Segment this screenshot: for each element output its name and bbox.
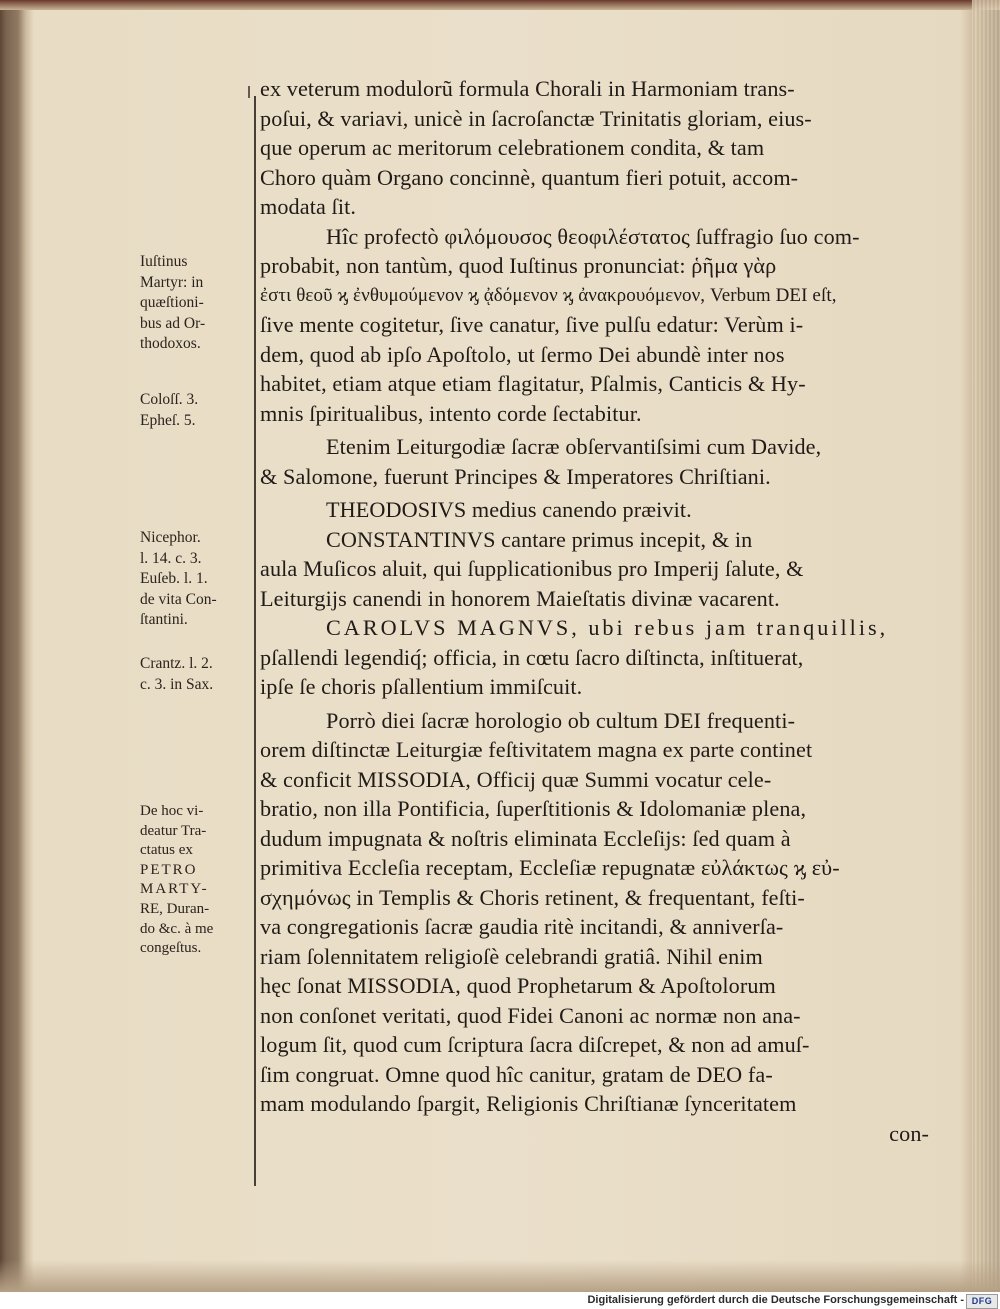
margin-note-line: do &c. à me [140,920,214,937]
text-line: ſim congruat. Omne quod hîc canitur, gratam de DEO fa- [260,1061,773,1087]
text-line: aula Muſicos aluit, qui ſupplicationibus pro Imperij ſalute, & [260,556,804,581]
margin-note-line: Crantz. l. 2. [140,655,213,672]
margin-note-line: deatur Tra- [140,822,207,839]
text-line: ipſe ſe choris pſallentium immiſcuit. [260,674,583,699]
margin-note-crantz [140,654,252,695]
margin-note-line: Martyr: in [140,273,204,291]
text-line: que operum ac meritorum celebrationem condita, & tam [260,135,765,160]
margin-note-line: Iuſtinus [140,253,188,270]
text-line: Choro quàm Organo concinnè, quantum fieri potuit, accom- [260,164,799,190]
catchword: con- [889,1120,929,1146]
margin-note-line: Euſeb. l. 1. [140,570,208,587]
text-line: primitiva Eccleſia receptam, Eccleſiæ repugnatæ εὐλάκτως ϗ εὐ- [260,855,840,880]
text-line: mnis ſpiritualibus, intento corde ſectabitur. [260,400,642,426]
margin-note-justinus [140,252,252,355]
page-bottom-shadow [0,1260,1000,1292]
margin-note-line: RE, Duran- [140,900,210,917]
text-line: ἐστι θεοῦ ϗ ἐνθυμούμενον ϗ ᾀδόμενον ϗ ἀνακρουόμενον, Verbum DEI eſt, [260,284,837,306]
text-line: Porrò diei ſacræ horologio ob cultum DEI frequenti- [326,707,796,733]
text-line: dem, quod ab ipſo Apoſtolo, ut ſermo Dei abundè inter nos [260,341,785,367]
dfg-logo-icon: DFG [966,1294,998,1309]
text-line: pſallendi legendiq́; officia, in cœtu ſacro diſtincta, inſtituerat, [260,644,804,670]
main-text-block [260,74,935,1148]
text-line: ex veterum modulorũ formula Chorali in Harmoniam trans- [260,76,795,101]
margin-note-nicephor [140,528,252,631]
margin-rule [254,96,256,1186]
margin-note-line: MARTY- [140,881,209,898]
text-line: mam modulando ſpargit, Religionis Chriſtianæ ſynceritatem [260,1091,797,1116]
text-line: ſive mente cogitetur, ſive canatur, ſive pulſu edatur: Verùm i- [260,312,804,337]
text-line: THEODOSIVS medius canendo præivit. [326,497,692,522]
margin-note-line: l. 14. c. 3. [140,549,202,567]
text-line: habitet, etiam atque etiam flagitatur, Pſalmis, Canticis & Hy- [260,371,806,396]
page-stack-edge [972,0,1000,1290]
text-line: bratio, non illa Pontificia, ſuperſtitionis & Idolomaniæ plena, [260,796,807,821]
text-line: logum ſit, quod cum ſcriptura ſacra diſcrepet, & non ad amuſ- [260,1032,810,1057]
text-line: Hîc profectò φιλόμουσος θεοφιλέστατος ſuffragio ſuo com- [326,223,860,249]
text-line: dudum impugnata & noſtris eliminata Eccleſijs: ſed quam à [260,825,791,851]
margin-note-line: thodoxos. [140,335,201,352]
text-line: probabit, non tantùm, quod Iuſtinus pronunciat: ῥῆμα γὰρ [260,253,777,278]
text-line: CAROLVS MAGNVS, ubi rebus jam tranquillis, [326,615,889,640]
margin-note-de-hoc [140,802,252,959]
margin-note-line: c. 3. in Sax. [140,675,214,693]
margin-note-line: De hoc vi- [140,803,204,819]
text-line: riam ſolennitatem religioſè celebrandi gratiâ. Nihil enim [260,943,763,969]
margin-note-line: ſtantini. [140,611,188,628]
margin-note-line: Coloſſ. 3. [140,391,199,408]
margin-note-line: bus ad Or- [140,314,206,332]
text-line: Etenim Leiturgodiæ ſacræ obſervantiſsimi cum Davide, [326,434,822,459]
text-line: orem diſtinctæ Leiturgiæ feſtivitatem magna ex parte continet [260,737,813,762]
text-line: σχημόνως in Templis & Choris retinent, & frequentant, feſti- [260,884,805,910]
margin-note-line: congeſtus. [140,940,202,957]
margin-note-line: Epheſ. 5. [140,411,196,429]
text-line: va congregationis ſacræ gaudia ritè incitandi, & anniverſa- [260,914,784,939]
margin-note-line: quæſtioni- [140,294,204,311]
footer-bar [0,1292,1000,1309]
margin-note-line: Nicephor. [140,529,201,546]
margin-note-line: PETRO [140,861,198,878]
funding-notice: Digitalisierung gefördert durch die Deutsche Forschungsgemeinschaft - [587,1294,964,1306]
text-line: poſui, & variavi, unicè in ſacroſanctæ Trinitatis gloriam, eius- [260,105,812,131]
text-line: Leiturgijs canendi in honorem Maieſtatis divinæ vacarent. [260,585,780,611]
text-line: & Salomone, fuerunt Principes & Imperatores Chriſtiani. [260,463,771,489]
text-line: non conſonet veritati, quod Fidei Canoni ac normæ non ana- [260,1002,801,1028]
text-line: CONSTANTINVS cantare primus incepit, & in [326,526,753,552]
page-top-edge [0,0,1000,10]
text-line: hęc ſonat MISSODIA, quod Prophetarum & Apoſtolorum [260,973,776,998]
margin-note-line: ctatus ex [140,842,193,859]
margin-note-coloss [140,390,252,431]
margin-note-line: de vita Con- [140,590,217,608]
text-line: & conficit MISSODIA, Officij quæ Summi vocatur cele- [260,766,772,792]
text-line: modata ſit. [260,194,356,219]
